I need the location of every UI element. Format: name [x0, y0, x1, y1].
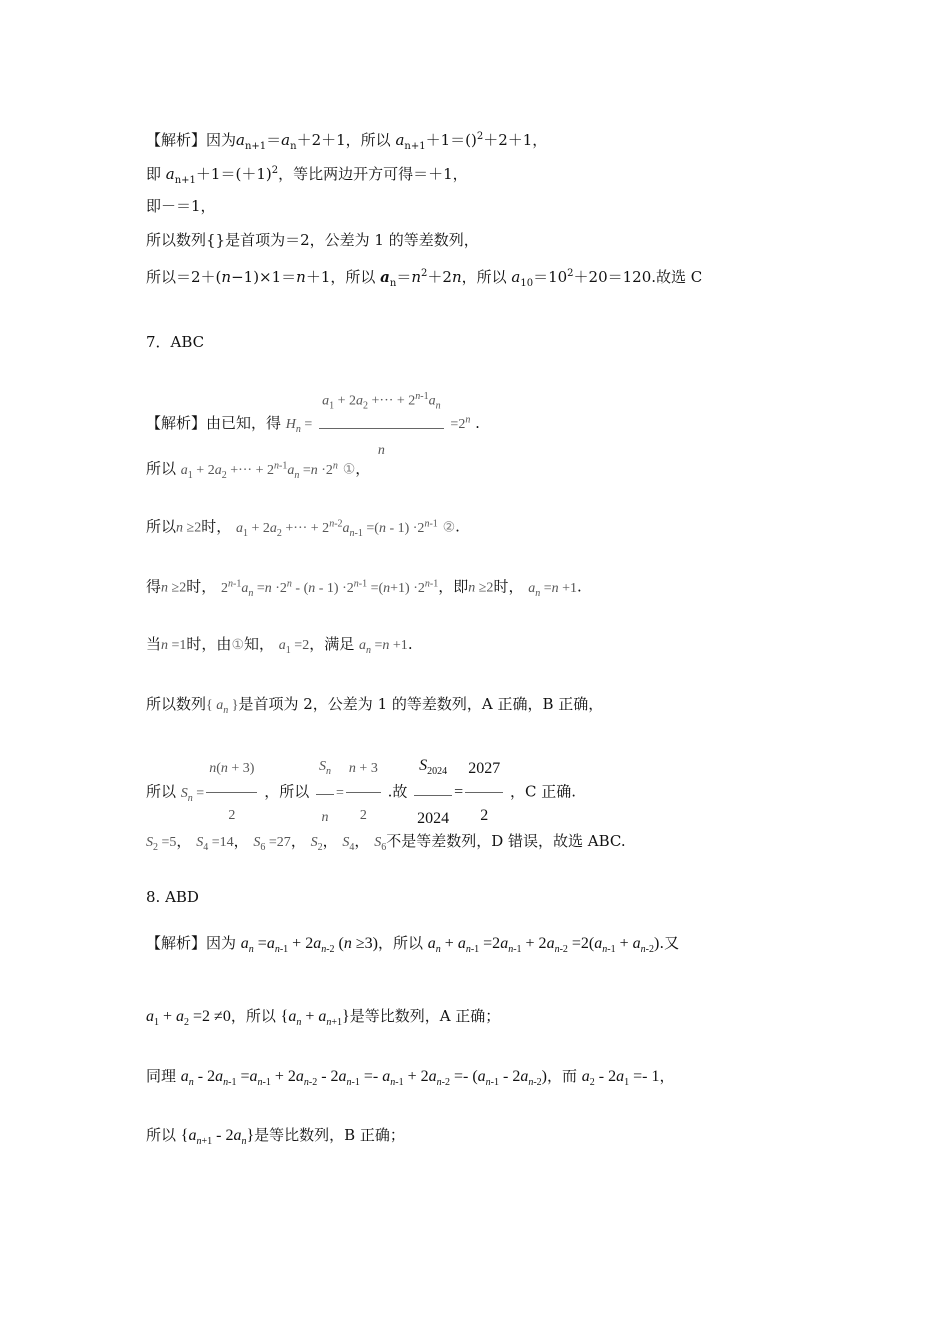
formula: n ≥2 [176, 520, 202, 536]
formula: $a_1 + 2a_2$ +··· + $2^{n-1}a_n =n \cdot 2^n$ [180, 460, 338, 481]
q8-line-1 [146, 933, 679, 960]
var: n [221, 268, 232, 286]
formula: $\{a_n + a_{n+1}\}$ [280, 1008, 350, 1029]
text: ， [233, 832, 249, 850]
formula: n =1 [161, 638, 187, 653]
text: 时， [201, 517, 232, 536]
text: ， [176, 832, 192, 850]
text: 所以＝2＋( [146, 268, 222, 286]
text: 时， [186, 577, 217, 596]
text: 所以数列 [146, 695, 207, 713]
text: 当 [146, 635, 162, 653]
formula: $a_1 =2$ [278, 638, 310, 656]
text: 是首项为 2，公差为 1 的等差数列，A 正确，B 正确， [238, 695, 604, 713]
sub: n+1 [244, 141, 267, 152]
text: ＝ [266, 131, 282, 149]
formula: $a_n =a_{n-1} + 2a_{n-2}$ (n ≥3) [240, 935, 378, 956]
text: ， [322, 832, 338, 850]
sub: n+1 [174, 175, 196, 186]
text: ，C 正确. [509, 782, 576, 801]
text: ， [290, 832, 306, 850]
q7-line-2 [146, 456, 370, 485]
text: 所以 [146, 782, 177, 801]
text: 同理 [146, 1067, 177, 1085]
q7-line-3 [146, 514, 460, 543]
text: .故 [387, 782, 408, 801]
text: ，所以 [230, 1007, 276, 1025]
formula: $S_4 =14$ [196, 835, 234, 853]
text: 所以 [146, 1126, 177, 1144]
circle-two: ② [442, 519, 456, 536]
var: n [411, 268, 422, 286]
text: ＋20＝120.故选 C [573, 268, 703, 286]
text: ，所以 [377, 934, 423, 952]
fraction: $\frac{S_n}{n}$ [316, 745, 334, 841]
var: a [395, 131, 405, 149]
text: 【解析】因为 [146, 131, 237, 149]
text: ＝ [396, 268, 412, 286]
text: ＋2＋1， [483, 131, 548, 149]
formula: $S_4$ [342, 835, 355, 853]
fraction: $\frac{a_1 + 2a_2 +\cdot\cdot\cdot + 2^{n-1}a_n}{n}$ [319, 376, 444, 472]
formula: $\{a_{n+1} - 2a_n\}$ [180, 1127, 255, 1148]
text: 知， [244, 635, 275, 653]
q6-line-4: 所以数列{}是首项为＝2，公差为 1 的等差数列， [146, 231, 479, 249]
text: . [475, 414, 480, 433]
formula: $S_2 =5$ [146, 835, 177, 853]
text: 是等比数列，B 正确； [254, 1126, 405, 1144]
sup: 2 [567, 268, 574, 279]
sup: 2 [271, 165, 279, 176]
fraction: $\frac{S_{2024}}{2024}$ [414, 744, 452, 841]
text: ＋2 [427, 268, 452, 286]
text: ＋2＋1，所以 [296, 131, 396, 149]
formula-hn: $H_n$ = [285, 417, 313, 436]
var: a [380, 268, 390, 286]
text: 时，由 [186, 635, 232, 653]
text: .又 [659, 934, 680, 952]
text: 【解析】因为 [146, 934, 237, 952]
var: a [236, 131, 245, 149]
text: 不是等差数列，D 错误，故选 ABC. [386, 832, 626, 850]
formula: $S_n$ = [180, 785, 205, 804]
text: 即 [146, 165, 166, 183]
q7-line-5 [146, 634, 413, 661]
circle-one: ① [342, 461, 356, 478]
text: −1)×1＝ [231, 268, 297, 286]
q7-line-4 [146, 574, 582, 603]
text: . [407, 635, 413, 653]
formula-rhs: $=2^n$ [450, 414, 471, 433]
var: a [511, 268, 521, 286]
q6-line-3: 即－＝1， [146, 197, 216, 215]
formula: { $a_n$ } [206, 698, 239, 716]
formula: $S_6$ [374, 835, 387, 853]
formula: $S_6 =27$ [253, 835, 291, 853]
formula: $a_n =n +1$ [359, 638, 408, 656]
formula: $a_1 + a_2 =2 \ne 0$ [146, 1008, 231, 1029]
text: ，满足 [309, 635, 355, 653]
q7-title: 7．ABC [146, 333, 205, 351]
text: ， [659, 1067, 675, 1085]
text: 所以 [146, 517, 177, 536]
fraction: $\frac{n + 3}{2}$ [346, 747, 381, 838]
formula: $a_2 - 2a_1 =- 1$ [581, 1068, 660, 1089]
formula: $a_n =n +1$ [528, 580, 578, 599]
fraction: $\frac{2027}{2}$ [465, 747, 503, 838]
text: ， [354, 832, 370, 850]
q8-line-4 [146, 1125, 405, 1152]
q6-line-2 [146, 161, 468, 191]
formula: n ≥2 [161, 580, 187, 596]
text: ＋1＝(＋1) [195, 165, 272, 183]
text: ，而 [547, 1067, 578, 1085]
formula: n ≥2 [468, 580, 494, 596]
text: ＋1＝() [425, 131, 477, 149]
text: . [577, 577, 582, 596]
text: ， [355, 459, 371, 478]
text: ，即 [438, 577, 469, 596]
var: n [451, 268, 462, 286]
q8-line-2 [146, 1006, 500, 1033]
formula: = [454, 783, 464, 801]
q7-line-7 [146, 744, 576, 841]
var: a [165, 165, 175, 183]
sup: 2 [476, 131, 484, 142]
text: ，所以 [264, 782, 310, 801]
text: 得 [146, 577, 162, 596]
formula: = [336, 785, 344, 801]
text: ＝10 [533, 268, 568, 286]
var: a [281, 131, 291, 149]
q7-line-8 [146, 831, 626, 858]
formula: $a_n + a_{n-1} =2a_{n-1} + 2a_{n-2} =2(a_{n-1} + a_{n-2})$ [427, 935, 660, 956]
text: 【解析】由已知，得 [146, 414, 282, 433]
formula: $a_1 + 2a_2$ +··· + $2^{n-2}a_{n-1} =(n - 1) \cdot 2^{n-1}$ [236, 518, 438, 539]
text: ，等比两边开方可得＝＋1， [278, 165, 468, 183]
text: ＋1，所以 [305, 268, 381, 286]
sub: 10 [520, 278, 534, 289]
circle-one: ① [231, 637, 244, 653]
sub: n [290, 141, 297, 152]
formula: $S_2$ [310, 835, 323, 853]
formula: $a_n - 2a_{n-1} =a_{n-1} + 2a_{n-2} - 2a_{n-1} =- a_{n-1} + 2a_{n-2} =- (a_{n-1} - 2a_{n-2})$ [180, 1068, 547, 1089]
text: 时， [493, 577, 524, 596]
sup: 2 [421, 268, 428, 279]
q8-line-3 [146, 1066, 675, 1093]
text: 所以 [146, 459, 177, 478]
formula: $2^{n-1}a_n =n \cdot 2^n - (n - 1) \cdot 2^{n-1} =(n+1) \cdot 2^{n-1}$ [221, 578, 439, 599]
q8-title: 8. ABD [146, 888, 199, 906]
fraction: $\frac{n(n + 3)}{2}$ [206, 747, 257, 838]
q6-line-1 [146, 127, 547, 157]
sub: n+1 [404, 141, 426, 152]
text: . [455, 517, 460, 536]
var: n [296, 268, 306, 286]
q7-line-6 [146, 694, 603, 721]
text: 是等比数列，A 正确； [349, 1007, 501, 1025]
text: ，所以 [461, 268, 512, 286]
sub: n [389, 278, 397, 289]
q6-line-5 [146, 264, 702, 294]
